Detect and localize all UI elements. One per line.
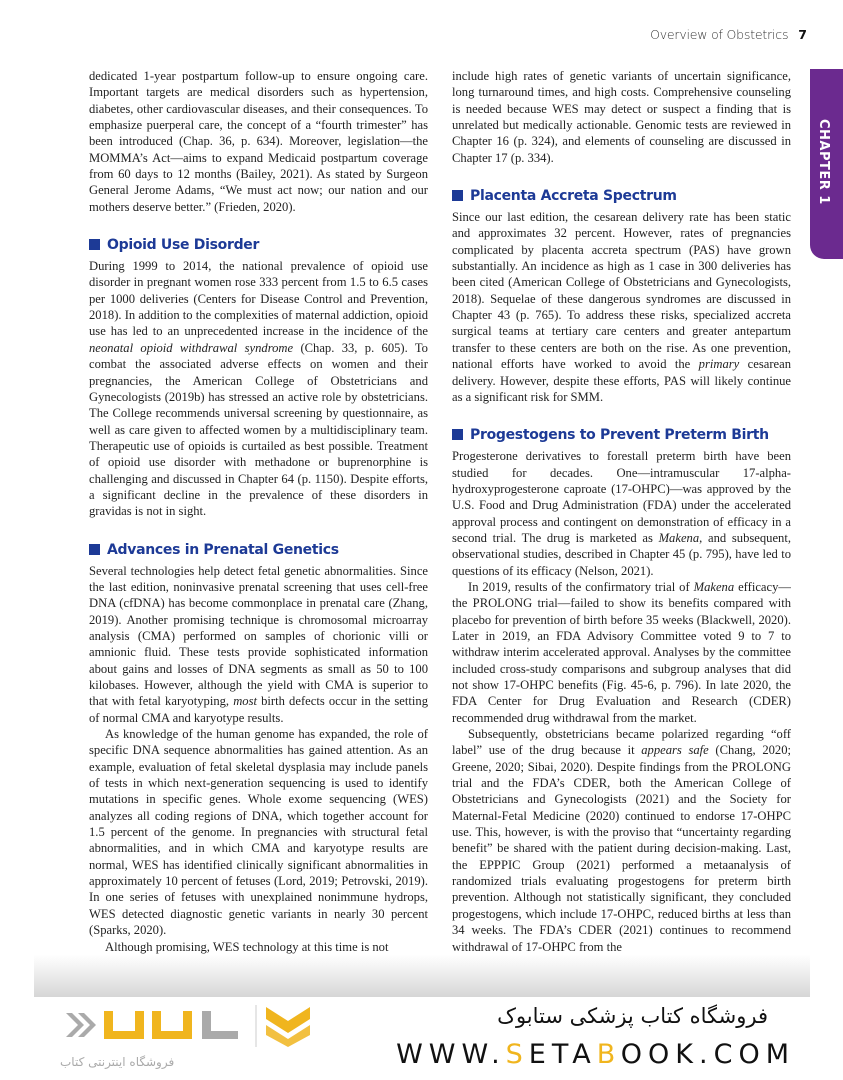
text-segment: (Chap. 33, p. 605). To combat the associated adverse effects on women and their pregnancies, the American College of Obstetricians and Gynecologists (2019b) has stressed an active role by obstetricians. The College recommends universal screening by questionnaire, as well as care given to affected women by a multidisciplinary team. Therapeutic use of opioids is curtailed as best possible. Treatment of opioid use disorder with methadone or buprenorphine is challenging and discussed in Chapter 64 (p. 1150). Despite efforts, a significant decline in the prevalence of these disorders in gravidas is not in sight. <box>89 340 428 519</box>
paragraph <box>452 579 791 726</box>
paragraph <box>452 209 791 405</box>
text-segment: efficacy—the PROLONG trial—failed to show its benefits compared with placebo for prevention of birth before 35 weeks (Blackwell, 2020). Later in 2019, an FDA Advisory Committee voted 9 to 7 to withdraw interim accelerated approval. Analyses by the committee included cross-study comparisons and subgroup analyses that did not show 17-OHPC benefits (Fig. 45-6, p. 796). In late 2020, the FDA Center for Drug Evaluation and Research (CDER) recommended drug withdrawal from the market. <box>452 579 791 725</box>
setabook-logo-icon <box>60 1003 360 1047</box>
heading-square-icon <box>452 190 463 201</box>
text-segment: In 2019, results of the confirmatory trial of <box>468 579 694 594</box>
store-url <box>396 1039 795 1071</box>
paragraph <box>452 726 791 955</box>
paragraph <box>452 448 791 579</box>
text-segment: include high rates of genetic variants of uncertain significance, long turnaround times, and high costs. Comprehensive counseling is needed because WES may detect or suspect a finding that is unrelated but medically actionable. Genomic tests are reviewed in Chapter 16 (p. 324), and elements of counseling are discussed in Chapter 17 (p. 334). <box>452 69 791 165</box>
italic-text: primary <box>698 357 740 372</box>
url-part: ETA <box>528 1039 597 1070</box>
url-part: B <box>596 1039 621 1070</box>
text-segment: , and subsequent, observational studies, described in Chapter 45 (p. 795), have led to questions of its efficacy (Nelson, 2021). <box>452 530 791 578</box>
section-heading <box>89 540 428 560</box>
paragraph <box>452 68 791 166</box>
italic-text: neonatal opioid withdrawal syndrome <box>89 340 294 355</box>
url-part: WWW. <box>396 1039 506 1070</box>
store-name: فروشگاه کتاب پزشکی ستابوک <box>497 1004 768 1028</box>
text-segment: Since our last edition, the cesarean delivery rate has been static and approximates 32 percent. However, rates of pregnancies complicated by placenta accreta spectrum (PAS) have grown substantially. An incidence as high as 1 case in 300 deliveries has been cited (American College of Obstetricians and Gynecologists, 2018). Sequelae of these dangerous syndromes are discussed in Chapter 43 (p. 765). To address these risks, specialized accreta surgical teams at tertiary care centers and greater antepartum transfer to these centers are both on the rise. As one prevention, national efforts have worked to avoid the <box>452 210 791 372</box>
chapter-tab <box>810 69 843 259</box>
text-segment: During 1999 to 2014, the national prevalence of opioid use disorder in pregnant women rose 333 percent from 1.5 to 6.5 cases per 1000 deliveries (Centers for Disease Control and Prevention, 2018). In addition to the complexities of maternal addiction, opioid use has led to an unprecedented increase in the incidence of the <box>89 259 428 339</box>
logo-subtitle: فروشگاه اینترنتی کتاب <box>60 1055 175 1069</box>
italic-text: Makena <box>693 579 735 594</box>
running-title: Overview of Obstetrics <box>650 27 789 42</box>
text-segment: Progesterone derivatives to forestall preterm birth have been studied for decades. One—intramuscular 17-alpha-hydroxyprogesterone caproate (17-OHPC)—was approved by the U.S. Food and Drug Administration (FDA) under the accelerated approval process and contingent on demonstration of efficacy in a second trial. The drug is marketed as <box>452 449 791 545</box>
text-segment: Advances in Prenatal Genetics <box>107 541 339 558</box>
italic-text: most <box>233 694 257 709</box>
running-header <box>650 27 807 42</box>
heading-square-icon <box>89 544 100 555</box>
text-segment: cesarean delivery. However, despite these efforts, PAS will likely continue as a significant risk for SMM. <box>452 357 791 404</box>
section-heading <box>89 235 428 255</box>
text-segment: Several technologies help detect fetal genetic abnormalities. Since the last edition, noninvasive prenatal screening that uses cell-free DNA (cfDNA) has become commonplace in prenatal care (Zhang, 2019). Another promising technique is chromosomal microarray analysis (CMA) performed on samples of chorionic villi or amnionic fluid. These tests provide sophisticated information about gains and losses of DNA segments as small as 50 to 100 kilobases. However, although the yield with CMA is superior to that with fetal karyotyping, <box>89 563 428 709</box>
section-heading <box>452 186 791 206</box>
italic-text: Makena <box>658 530 700 545</box>
text-segment: Opioid Use Disorder <box>107 237 260 254</box>
text-segment: birth defects occur in the setting of normal CMA and karyotype results. <box>89 694 428 725</box>
text-segment: Although promising, WES technology at this time is not <box>105 939 389 954</box>
watermark-footer <box>0 997 843 1080</box>
paragraph <box>89 726 428 938</box>
chapter-tab-label: CHAPTER 1 <box>816 119 831 205</box>
text-segment: As knowledge of the human genome has expanded, the role of specific DNA sequence abnormalities has gained attention. As an example, evaluation of fetal skeletal dysplasia may include panels of tests in which next-generation sequencing is used to identify mutations in specific genes. Whole exome sequencing (WES) analyzes all coding regions of DNA, which together account for 1.5 percent of the genome. In pregnancies with structural fetal abnormalities, and in which CMA and karyotype results are normal, WES has identified clinically significant abnormalities in approximately 10 percent of fetuses (Lord, 2019; Petrovski, 2019). In one series of fetuses with unexplained nonimmune hydrops, WES detected diagnostic genetic variants in nearly 30 percent (Sparks, 2020). <box>89 727 428 938</box>
paragraph <box>89 68 428 215</box>
text-segment: dedicated 1-year postpartum follow-up to ensure ongoing care. Important targets are medical disorders such as hypertension, diabetes, other cardiovascular diseases, and their consequences. To emphasize puerperal care, the concept of a “fourth trimester” has been introduced (Chap. 36, p. 634). Moreover, legislation—the MOMMA’s Act—aims to expand Medicaid postpartum coverage from 60 days to 12 months (Bailey, 2021). As stated by Surgeon General Jerome Adams, “We must act now; our nation and our mothers deserve better.” (Frieden, 2020). <box>89 69 428 214</box>
text-segment: Progestogens to Prevent Preterm Birth <box>470 427 769 444</box>
paragraph <box>89 563 428 726</box>
right-column <box>452 68 791 997</box>
paragraph <box>89 939 428 955</box>
page-number: 7 <box>798 27 807 42</box>
heading-square-icon <box>452 429 463 440</box>
section-heading <box>452 425 791 445</box>
left-column <box>89 68 428 997</box>
text-segment: (Chang, 2020; Greene, 2020; Sibai, 2020). Despite findings from the PROLONG trial and the FDA’s CDER, both the American College of Obstetricians and Gynecologists (2021) and the Society for Maternal-Fetal Medicine (2020) continued to endorse 17-OHPC use. This, however, is with the proviso that “uncertainty regarding benefit” be shared with the patient during decision-making. Last, the EPPPIC Group (2021) performed a metaanalysis of randomized trials evaluating progestogens for preterm birth prevention. Although not statistically significant, they concluded progestogens, which include 17-OHPC, reduced births at less than 34 weeks. The FDA’s CDER (2021) continues to recommend withdrawal of 17-OHPC from the <box>452 743 791 954</box>
paragraph <box>89 258 428 520</box>
italic-text: appears safe <box>641 743 709 758</box>
url-part: OOK.COM <box>620 1039 795 1070</box>
heading-square-icon <box>89 239 100 250</box>
text-segment: Subsequently, obstetricians became polarized regarding “off label” use of the drug because it <box>452 727 791 758</box>
text-segment: Placenta Accreta Spectrum <box>470 188 677 205</box>
url-part: S <box>505 1039 529 1070</box>
